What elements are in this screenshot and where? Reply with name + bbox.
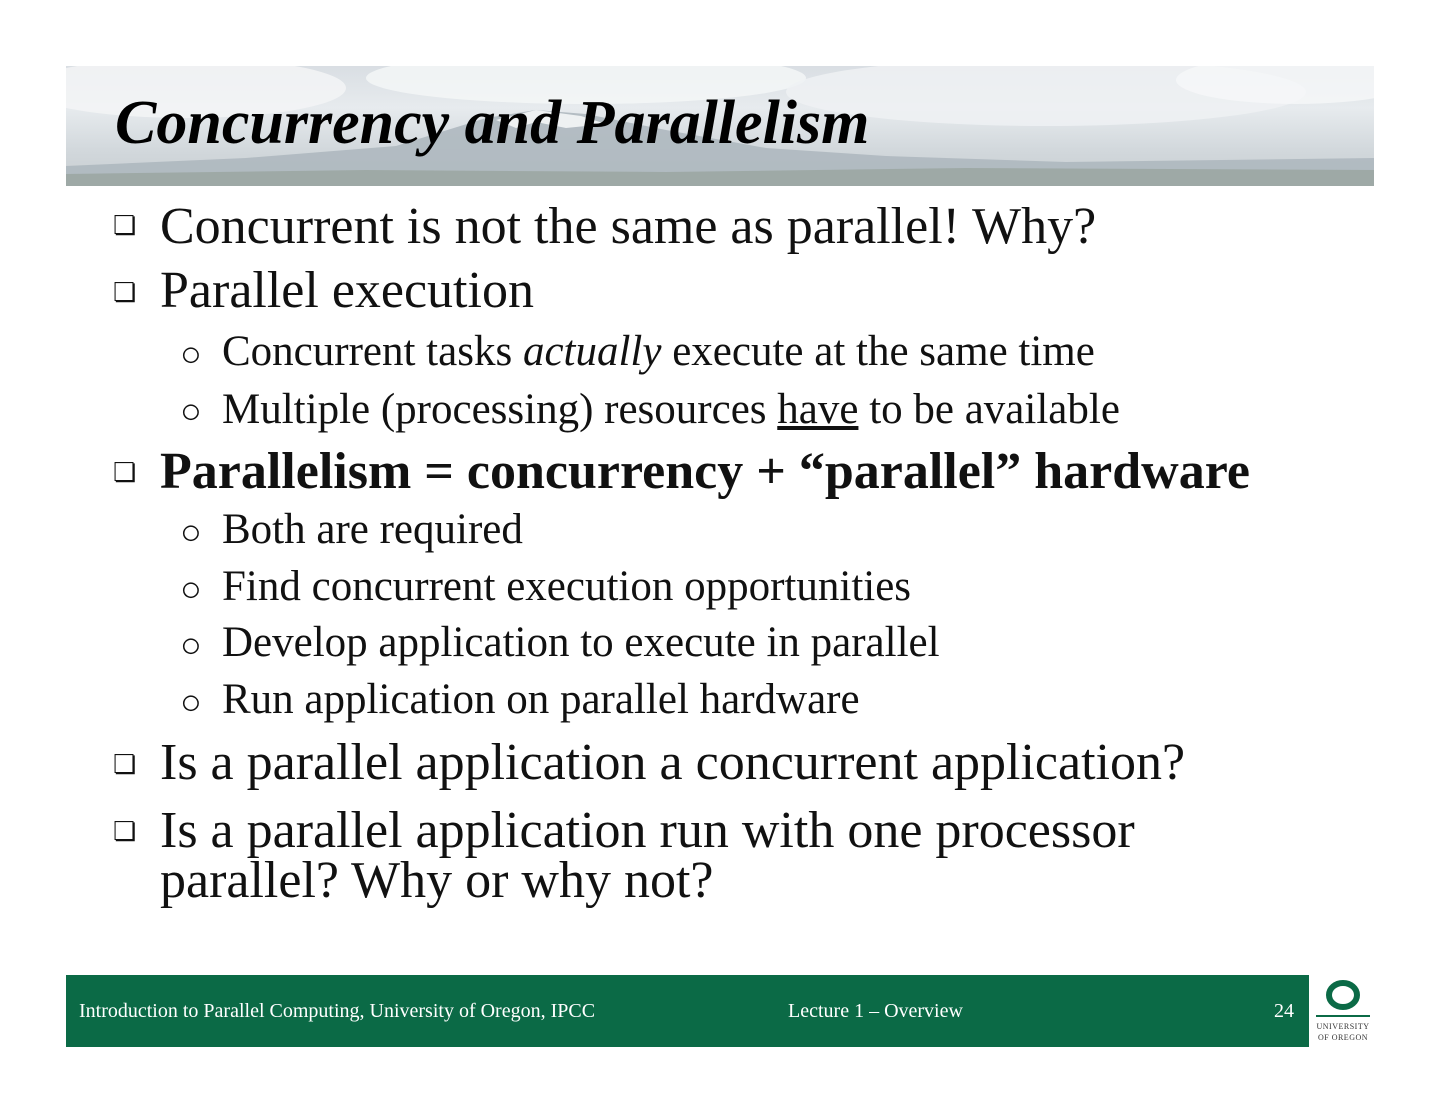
bullet-text: Parallelism = concurrency + “parallel” hardware <box>160 443 1250 500</box>
oregon-o-icon <box>1326 979 1360 1011</box>
circle-bullet-icon: ○ <box>180 625 202 665</box>
circle-bullet-icon: ○ <box>180 512 202 552</box>
bullet-text: Parallel execution <box>160 262 534 319</box>
logo-text: UNIVERSITY OF OREGON <box>1316 1022 1370 1042</box>
footer-lecture: Lecture 1 – Overview <box>788 1000 963 1022</box>
checkbox-bullet-icon: ❏ <box>113 458 137 487</box>
sub-bullet-text: Multiple (processing) resources have to be available <box>222 386 1120 433</box>
sub-bullet-text: Find concurrent execution opportunities <box>222 563 912 610</box>
sub-bullet-text: Concurrent tasks actually execute at the same time <box>222 328 1095 375</box>
bullet-text-continued: parallel? Why or why not? <box>160 852 714 909</box>
checkbox-bullet-icon: ❏ <box>113 278 137 307</box>
bullet-text: Is a parallel application run with one processor <box>160 802 1135 859</box>
circle-bullet-icon: ○ <box>180 569 202 609</box>
page-number: 24 <box>1274 1000 1294 1022</box>
bullet-text: Concurrent is not the same as parallel! Why? <box>160 198 1097 255</box>
checkbox-bullet-icon: ❏ <box>113 211 137 240</box>
footer-course: Introduction to Parallel Computing, University of Oregon, IPCC <box>79 1000 596 1022</box>
checkbox-bullet-icon: ❏ <box>113 750 137 779</box>
sub-bullet-text: Both are required <box>222 506 523 553</box>
bullet-text: Is a parallel application a concurrent application? <box>160 734 1186 791</box>
circle-bullet-icon: ○ <box>180 334 202 374</box>
university-logo <box>1312 975 1374 1047</box>
checkbox-bullet-icon: ❏ <box>113 817 137 846</box>
slide-title: Concurrency and Parallelism <box>115 89 870 157</box>
sub-bullet-text: Develop application to execute in parallel <box>222 619 940 666</box>
circle-bullet-icon: ○ <box>180 682 202 722</box>
logo-divider <box>1316 1015 1370 1017</box>
footer-bar <box>66 975 1309 1047</box>
circle-bullet-icon: ○ <box>180 391 202 431</box>
sub-bullet-text: Run application on parallel hardware <box>222 676 860 723</box>
